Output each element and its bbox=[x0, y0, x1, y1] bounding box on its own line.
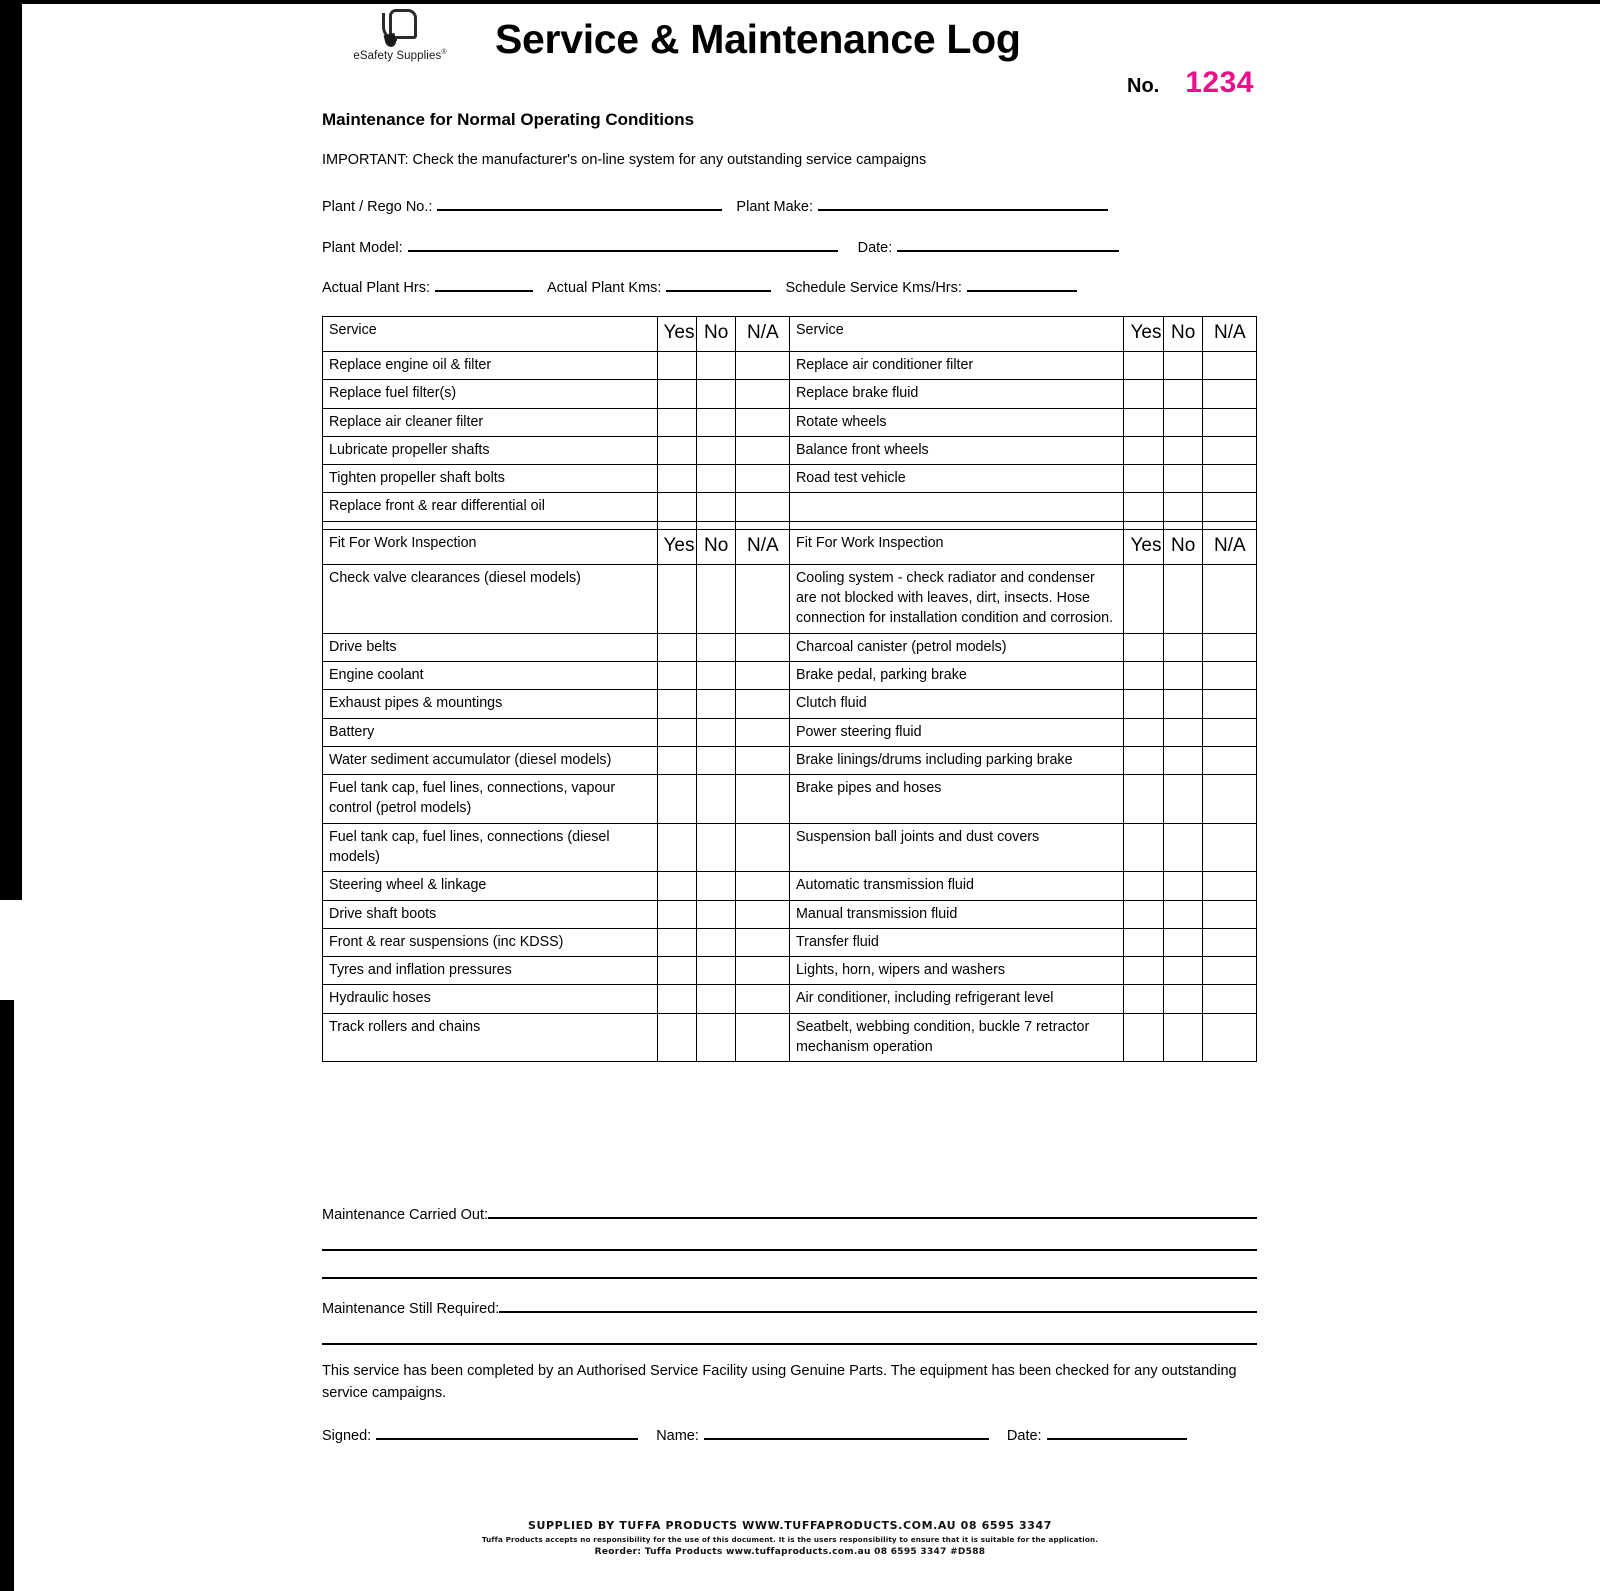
inspection-row-1-label-left: Drive belts bbox=[323, 633, 658, 661]
inspection-row-10-right-no[interactable] bbox=[1163, 928, 1202, 956]
document-header bbox=[320, 0, 1260, 129]
service-row-5-label-left: Replace front & rear differential oil bbox=[323, 493, 658, 521]
inspection-row-11-left-no[interactable] bbox=[696, 957, 735, 985]
inspection-col-no: No bbox=[1163, 529, 1202, 564]
date-input[interactable] bbox=[897, 237, 1119, 252]
name-label: Name: bbox=[656, 1427, 699, 1444]
service-row-1-right-yes[interactable] bbox=[1124, 380, 1163, 408]
service-row-6-label-left bbox=[323, 521, 658, 529]
table-row bbox=[323, 900, 1257, 928]
service-row-2-right-yes[interactable] bbox=[1124, 408, 1163, 436]
inspection-row-0-left-yes[interactable] bbox=[657, 564, 696, 633]
inspection-col-yes: Yes bbox=[657, 529, 696, 564]
table-row bbox=[323, 493, 1257, 521]
service-row-0-right-no[interactable] bbox=[1163, 351, 1202, 379]
service-row-5-right-no[interactable] bbox=[1163, 493, 1202, 521]
inspection-row-12-left-yes[interactable] bbox=[657, 985, 696, 1013]
inspection-row-5-right-na[interactable] bbox=[1202, 746, 1256, 774]
inspection-row-10-label-right: Transfer fluid bbox=[789, 928, 1124, 956]
inspection-row-6-right-na[interactable] bbox=[1202, 775, 1256, 824]
actual-plant-hrs-label: Actual Plant Hrs: bbox=[322, 280, 430, 296]
brand-logo-name: eSafety Supplies bbox=[353, 49, 442, 62]
inspection-row-12-label-left: Hydraulic hoses bbox=[323, 985, 658, 1013]
inspection-row-8-left-no[interactable] bbox=[696, 872, 735, 900]
inspection-row-0-label-right: Cooling system - check radiator and condenser are not blocked with leaves, dirt, insects. Hose connection for installation condition and corrosion. bbox=[789, 564, 1124, 633]
schedule-service-input[interactable] bbox=[967, 277, 1077, 292]
service-row-6-label-right bbox=[789, 521, 1124, 529]
table-row bbox=[323, 872, 1257, 900]
table-row bbox=[323, 465, 1257, 493]
inspection-row-9-label-left: Drive shaft boots bbox=[323, 900, 658, 928]
service-row-1-label-right: Replace brake fluid bbox=[789, 380, 1124, 408]
inspection-row-2-right-no[interactable] bbox=[1163, 661, 1202, 689]
service-row-5-label-right bbox=[789, 493, 1124, 521]
inspection-row-6-left-yes[interactable] bbox=[657, 775, 696, 824]
inspection-row-8-left-yes[interactable] bbox=[657, 872, 696, 900]
service-row-5-left-yes[interactable] bbox=[657, 493, 696, 521]
inspection-row-1-right-yes[interactable] bbox=[1124, 633, 1163, 661]
inspection-row-7-right-no[interactable] bbox=[1163, 823, 1202, 872]
service-row-6-right-yes[interactable] bbox=[1124, 521, 1163, 529]
table-row bbox=[323, 521, 1257, 529]
inspection-row-3-right-yes[interactable] bbox=[1124, 690, 1163, 718]
inspection-row-4-left-yes[interactable] bbox=[657, 718, 696, 746]
inspection-row-3-right-no[interactable] bbox=[1163, 690, 1202, 718]
inspection-row-12-left-no[interactable] bbox=[696, 985, 735, 1013]
inspection-row-4-right-no[interactable] bbox=[1163, 718, 1202, 746]
service-row-4-right-yes[interactable] bbox=[1124, 465, 1163, 493]
service-row-1-right-no[interactable] bbox=[1163, 380, 1202, 408]
inspection-col-no: No bbox=[696, 529, 735, 564]
inspection-col-n-a: N/A bbox=[1202, 529, 1256, 564]
service-row-6-right-na[interactable] bbox=[1202, 521, 1256, 529]
inspection-row-10-left-na[interactable] bbox=[735, 928, 789, 956]
inspection-row-10-left-yes[interactable] bbox=[657, 928, 696, 956]
inspection-row-0-right-na[interactable] bbox=[1202, 564, 1256, 633]
inspection-row-5-right-no[interactable] bbox=[1163, 746, 1202, 774]
inspection-row-3-left-yes[interactable] bbox=[657, 690, 696, 718]
plant-model-label: Plant Model: bbox=[322, 240, 403, 256]
inspection-row-9-label-right: Manual transmission fluid bbox=[789, 900, 1124, 928]
document-footer-section bbox=[322, 1205, 1257, 1444]
inspection-row-7-right-yes[interactable] bbox=[1124, 823, 1163, 872]
table-row bbox=[323, 746, 1257, 774]
inspection-row-3-left-no[interactable] bbox=[696, 690, 735, 718]
service-row-4-label-left: Tighten propeller shaft bolts bbox=[323, 465, 658, 493]
service-row-4-right-no[interactable] bbox=[1163, 465, 1202, 493]
inspection-row-7-label-right: Suspension ball joints and dust covers bbox=[789, 823, 1124, 872]
inspection-row-6-left-no[interactable] bbox=[696, 775, 735, 824]
registered-mark: ® bbox=[441, 49, 447, 56]
inspection-row-4-right-yes[interactable] bbox=[1124, 718, 1163, 746]
inspection-row-11-label-left: Tyres and inflation pressures bbox=[323, 957, 658, 985]
form-number-label: No. bbox=[1127, 75, 1160, 97]
inspection-row-3-label-left: Exhaust pipes & mountings bbox=[323, 690, 658, 718]
service-row-0-label-left: Replace engine oil & filter bbox=[323, 351, 658, 379]
field-row-3 bbox=[322, 277, 1077, 296]
inspection-row-3-left-na[interactable] bbox=[735, 690, 789, 718]
maintenance-still-required-row bbox=[322, 1299, 1257, 1317]
service-row-4-label-right: Road test vehicle bbox=[789, 465, 1124, 493]
service-row-3-right-na[interactable] bbox=[1202, 436, 1256, 464]
service-row-3-label-left: Lubricate propeller shafts bbox=[323, 436, 658, 464]
inspection-row-4-label-right: Power steering fluid bbox=[789, 718, 1124, 746]
service-row-3-left-na[interactable] bbox=[735, 436, 789, 464]
table-row bbox=[323, 564, 1257, 633]
schedule-service-label: Schedule Service Kms/Hrs: bbox=[785, 280, 962, 296]
inspection-header-right: Fit For Work Inspection bbox=[789, 529, 1124, 564]
plant-rego-label: Plant / Rego No.: bbox=[322, 199, 433, 215]
table-row bbox=[323, 661, 1257, 689]
service-row-0-right-na[interactable] bbox=[1202, 351, 1256, 379]
inspection-row-4-label-left: Battery bbox=[323, 718, 658, 746]
inspection-row-1-left-na[interactable] bbox=[735, 633, 789, 661]
service-row-4-left-no[interactable] bbox=[696, 465, 735, 493]
service-row-6-left-na[interactable] bbox=[735, 521, 789, 529]
inspection-row-13-right-yes[interactable] bbox=[1124, 1013, 1163, 1062]
service-row-1-left-no[interactable] bbox=[696, 380, 735, 408]
inspection-row-7-left-na[interactable] bbox=[735, 823, 789, 872]
document-page bbox=[320, 0, 1260, 1591]
maintenance-carried-out-input[interactable] bbox=[488, 1205, 1257, 1219]
brand-logo-text bbox=[340, 49, 460, 62]
maintenance-still-required-label: Maintenance Still Required: bbox=[322, 1301, 500, 1317]
brand-logo bbox=[340, 6, 460, 62]
service-row-5-right-yes[interactable] bbox=[1124, 493, 1163, 521]
inspection-row-11-label-right: Lights, horn, wipers and washers bbox=[789, 957, 1124, 985]
table-row bbox=[323, 436, 1257, 464]
inspection-row-6-left-na[interactable] bbox=[735, 775, 789, 824]
inspection-row-4-right-na[interactable] bbox=[1202, 718, 1256, 746]
inspection-header-left: Fit For Work Inspection bbox=[323, 529, 658, 564]
field-row-2 bbox=[322, 237, 1119, 256]
service-row-3-right-no[interactable] bbox=[1163, 436, 1202, 464]
table-row bbox=[323, 775, 1257, 824]
footer-disclaimer: Tuffa Products accepts no responsibility for the use of this document. It is the users responsibility to ensure that it is suitable for the application. bbox=[481, 1535, 1099, 1544]
inspection-row-6-label-left: Fuel tank cap, fuel lines, connections, vapour control (petrol models) bbox=[323, 775, 658, 824]
inspection-row-6-right-yes[interactable] bbox=[1124, 775, 1163, 824]
inspection-row-13-left-yes[interactable] bbox=[657, 1013, 696, 1062]
service-header-left: Service bbox=[323, 317, 658, 352]
inspection-row-12-left-na[interactable] bbox=[735, 985, 789, 1013]
inspection-row-5-label-right: Brake linings/drums including parking brake bbox=[789, 746, 1124, 774]
inspection-row-0-left-na[interactable] bbox=[735, 564, 789, 633]
signature-date-input[interactable] bbox=[1047, 1425, 1187, 1440]
form-number-block bbox=[1127, 66, 1254, 100]
table-row bbox=[323, 718, 1257, 746]
service-row-2-label-right: Rotate wheels bbox=[789, 408, 1124, 436]
service-row-6-right-no[interactable] bbox=[1163, 521, 1202, 529]
inspection-row-12-right-no[interactable] bbox=[1163, 985, 1202, 1013]
service-row-4-left-yes[interactable] bbox=[657, 465, 696, 493]
table-row bbox=[323, 985, 1257, 1013]
service-row-6-left-yes[interactable] bbox=[657, 521, 696, 529]
maintenance-still-required-line-2[interactable] bbox=[322, 1343, 1257, 1345]
maintenance-carried-out-label: Maintenance Carried Out: bbox=[322, 1207, 489, 1223]
inspection-row-6-right-no[interactable] bbox=[1163, 775, 1202, 824]
inspection-row-5-right-yes[interactable] bbox=[1124, 746, 1163, 774]
table-row bbox=[323, 408, 1257, 436]
inspection-row-2-right-yes[interactable] bbox=[1124, 661, 1163, 689]
page-subtitle: Maintenance for Normal Operating Conditions bbox=[322, 110, 695, 129]
actual-plant-kms-label: Actual Plant Kms: bbox=[547, 280, 662, 296]
inspection-row-12-right-na[interactable] bbox=[1202, 985, 1256, 1013]
maintenance-still-required-input[interactable] bbox=[499, 1299, 1257, 1313]
service-col-no: No bbox=[1163, 317, 1202, 352]
inspection-row-8-label-right: Automatic transmission fluid bbox=[789, 872, 1124, 900]
service-and-inspection-table bbox=[322, 316, 1257, 1062]
plant-rego-input[interactable] bbox=[437, 196, 722, 211]
service-col-yes: Yes bbox=[657, 317, 696, 352]
signed-input[interactable] bbox=[376, 1425, 638, 1440]
signed-label: Signed: bbox=[322, 1427, 372, 1444]
inspection-row-1-label-right: Charcoal canister (petrol models) bbox=[789, 633, 1124, 661]
service-row-2-label-left: Replace air cleaner filter bbox=[323, 408, 658, 436]
inspection-row-11-right-na[interactable] bbox=[1202, 957, 1256, 985]
signature-date-label: Date: bbox=[1006, 1427, 1042, 1444]
inspection-row-11-right-yes[interactable] bbox=[1124, 957, 1163, 985]
service-row-1-label-left: Replace fuel filter(s) bbox=[323, 380, 658, 408]
table-row bbox=[323, 633, 1257, 661]
inspection-row-1-right-no[interactable] bbox=[1163, 633, 1202, 661]
service-row-3-right-yes[interactable] bbox=[1124, 436, 1163, 464]
inspection-row-2-label-left: Engine coolant bbox=[323, 661, 658, 689]
inspection-row-3-label-right: Clutch fluid bbox=[789, 690, 1124, 718]
inspection-row-7-left-yes[interactable] bbox=[657, 823, 696, 872]
actual-plant-hrs-input[interactable] bbox=[435, 277, 533, 292]
scan-edge-left-lower bbox=[0, 1000, 14, 1591]
service-row-1-left-na[interactable] bbox=[735, 380, 789, 408]
service-row-0-left-na[interactable] bbox=[735, 351, 789, 379]
table-row bbox=[323, 690, 1257, 718]
service-row-5-left-na[interactable] bbox=[735, 493, 789, 521]
service-col-n-a: N/A bbox=[735, 317, 789, 352]
table-row bbox=[323, 351, 1257, 379]
service-row-0-label-right: Replace air conditioner filter bbox=[789, 351, 1124, 379]
service-row-0-left-no[interactable] bbox=[696, 351, 735, 379]
service-col-n-a: N/A bbox=[1202, 317, 1256, 352]
inspection-row-2-left-na[interactable] bbox=[735, 661, 789, 689]
service-row-0-left-yes[interactable] bbox=[657, 351, 696, 379]
inspection-row-8-left-na[interactable] bbox=[735, 872, 789, 900]
inspection-row-10-left-no[interactable] bbox=[696, 928, 735, 956]
inspection-row-8-label-left: Steering wheel & linkage bbox=[323, 872, 658, 900]
actual-plant-kms-input[interactable] bbox=[666, 277, 771, 292]
supplier-footer bbox=[320, 1519, 1260, 1557]
inspection-row-4-left-no[interactable] bbox=[696, 718, 735, 746]
signature-row bbox=[322, 1425, 1257, 1444]
inspection-row-13-right-no[interactable] bbox=[1163, 1013, 1202, 1062]
inspection-row-11-left-yes[interactable] bbox=[657, 957, 696, 985]
service-row-4-right-na[interactable] bbox=[1202, 465, 1256, 493]
table-row bbox=[323, 928, 1257, 956]
table-row bbox=[323, 380, 1257, 408]
field-row-1 bbox=[322, 196, 1108, 215]
inspection-row-8-right-no[interactable] bbox=[1163, 872, 1202, 900]
inspection-row-1-right-na[interactable] bbox=[1202, 633, 1256, 661]
inspection-row-13-left-no[interactable] bbox=[696, 1013, 735, 1062]
inspection-row-3-right-na[interactable] bbox=[1202, 690, 1256, 718]
plant-make-label: Plant Make: bbox=[736, 199, 813, 215]
inspection-row-7-label-left: Fuel tank cap, fuel lines, connections (diesel models) bbox=[323, 823, 658, 872]
date-label: Date: bbox=[857, 240, 893, 256]
inspection-row-9-left-yes[interactable] bbox=[657, 900, 696, 928]
inspection-row-7-left-no[interactable] bbox=[696, 823, 735, 872]
service-row-3-label-right: Balance front wheels bbox=[789, 436, 1124, 464]
form-number-value: 1234 bbox=[1185, 66, 1254, 99]
inspection-row-1-left-yes[interactable] bbox=[657, 633, 696, 661]
inspection-row-0-right-no[interactable] bbox=[1163, 564, 1202, 633]
inspection-header-row bbox=[323, 529, 1257, 564]
service-header-row bbox=[323, 317, 1257, 352]
name-input[interactable] bbox=[704, 1425, 989, 1440]
inspection-row-6-label-right: Brake pipes and hoses bbox=[789, 775, 1124, 824]
important-notice: IMPORTANT: Check the manufacturer's on-line system for any outstanding service campaigns bbox=[322, 152, 927, 168]
service-row-2-right-na[interactable] bbox=[1202, 408, 1256, 436]
inspection-row-10-label-left: Front & rear suspensions (inc KDSS) bbox=[323, 928, 658, 956]
inspection-row-5-left-na[interactable] bbox=[735, 746, 789, 774]
service-col-no: No bbox=[696, 317, 735, 352]
inspection-row-2-left-yes[interactable] bbox=[657, 661, 696, 689]
service-row-2-left-no[interactable] bbox=[696, 408, 735, 436]
inspection-row-1-left-no[interactable] bbox=[696, 633, 735, 661]
service-row-5-right-na[interactable] bbox=[1202, 493, 1256, 521]
inspection-row-13-left-na[interactable] bbox=[735, 1013, 789, 1062]
inspection-row-5-label-left: Water sediment accumulator (diesel models) bbox=[323, 746, 658, 774]
scan-edge-left-upper bbox=[0, 0, 22, 900]
service-row-1-left-yes[interactable] bbox=[657, 380, 696, 408]
plant-model-input[interactable] bbox=[408, 237, 838, 252]
inspection-row-2-label-right: Brake pedal, parking brake bbox=[789, 661, 1124, 689]
service-row-2-right-no[interactable] bbox=[1163, 408, 1202, 436]
inspection-row-9-right-no[interactable] bbox=[1163, 900, 1202, 928]
inspection-col-n-a: N/A bbox=[735, 529, 789, 564]
inspection-row-12-right-yes[interactable] bbox=[1124, 985, 1163, 1013]
service-row-4-left-na[interactable] bbox=[735, 465, 789, 493]
service-row-2-left-yes[interactable] bbox=[657, 408, 696, 436]
table-row bbox=[323, 957, 1257, 985]
inspection-row-9-right-na[interactable] bbox=[1202, 900, 1256, 928]
declaration-text: This service has been completed by an Authorised Service Facility using Genuine Parts. The equipment has been checked for any outstanding service campaigns. bbox=[322, 1363, 1237, 1401]
page-title: Service & Maintenance Log bbox=[495, 16, 1021, 62]
speech-bubble-icon bbox=[377, 6, 423, 48]
inspection-row-10-right-na[interactable] bbox=[1202, 928, 1256, 956]
table-row bbox=[323, 1013, 1257, 1062]
table-row bbox=[323, 823, 1257, 872]
footer-supplier-line: SUPPLIED BY TUFFA PRODUCTS WWW.TUFFAPRODUCTS.COM.AU 08 6595 3347 bbox=[527, 1519, 1053, 1532]
inspection-row-12-label-right: Air conditioner, including refrigerant level bbox=[789, 985, 1124, 1013]
service-col-yes: Yes bbox=[1124, 317, 1163, 352]
inspection-row-10-right-yes[interactable] bbox=[1124, 928, 1163, 956]
service-row-1-right-na[interactable] bbox=[1202, 380, 1256, 408]
service-row-6-left-no[interactable] bbox=[696, 521, 735, 529]
inspection-row-2-left-no[interactable] bbox=[696, 661, 735, 689]
inspection-row-5-left-no[interactable] bbox=[696, 746, 735, 774]
inspection-row-0-left-no[interactable] bbox=[696, 564, 735, 633]
inspection-row-9-left-na[interactable] bbox=[735, 900, 789, 928]
inspection-row-9-right-yes[interactable] bbox=[1124, 900, 1163, 928]
footer-reorder-line: Reorder: Tuffa Products www.tuffaproducts.com.au 08 6595 3347 #D588 bbox=[594, 1547, 986, 1557]
maintenance-carried-out-row bbox=[322, 1205, 1257, 1223]
inspection-row-0-label-left: Check valve clearances (diesel models) bbox=[323, 564, 658, 633]
inspection-row-11-left-na[interactable] bbox=[735, 957, 789, 985]
checklist-tables bbox=[322, 316, 1257, 1062]
inspection-row-5-left-yes[interactable] bbox=[657, 746, 696, 774]
service-row-5-left-no[interactable] bbox=[696, 493, 735, 521]
inspection-row-13-label-right: Seatbelt, webbing condition, buckle 7 retractor mechanism operation bbox=[789, 1013, 1124, 1062]
inspection-row-8-right-yes[interactable] bbox=[1124, 872, 1163, 900]
inspection-row-13-right-na[interactable] bbox=[1202, 1013, 1256, 1062]
inspection-col-yes: Yes bbox=[1124, 529, 1163, 564]
inspection-row-7-right-na[interactable] bbox=[1202, 823, 1256, 872]
inspection-row-8-right-na[interactable] bbox=[1202, 872, 1256, 900]
service-row-3-left-yes[interactable] bbox=[657, 436, 696, 464]
service-row-0-right-yes[interactable] bbox=[1124, 351, 1163, 379]
plant-make-input[interactable] bbox=[818, 196, 1108, 211]
service-header-right: Service bbox=[789, 317, 1124, 352]
inspection-row-11-right-no[interactable] bbox=[1163, 957, 1202, 985]
inspection-row-9-left-no[interactable] bbox=[696, 900, 735, 928]
inspection-row-13-label-left: Track rollers and chains bbox=[323, 1013, 658, 1062]
service-row-3-left-no[interactable] bbox=[696, 436, 735, 464]
inspection-row-4-left-na[interactable] bbox=[735, 718, 789, 746]
inspection-row-0-right-yes[interactable] bbox=[1124, 564, 1163, 633]
service-row-2-left-na[interactable] bbox=[735, 408, 789, 436]
inspection-row-2-right-na[interactable] bbox=[1202, 661, 1256, 689]
